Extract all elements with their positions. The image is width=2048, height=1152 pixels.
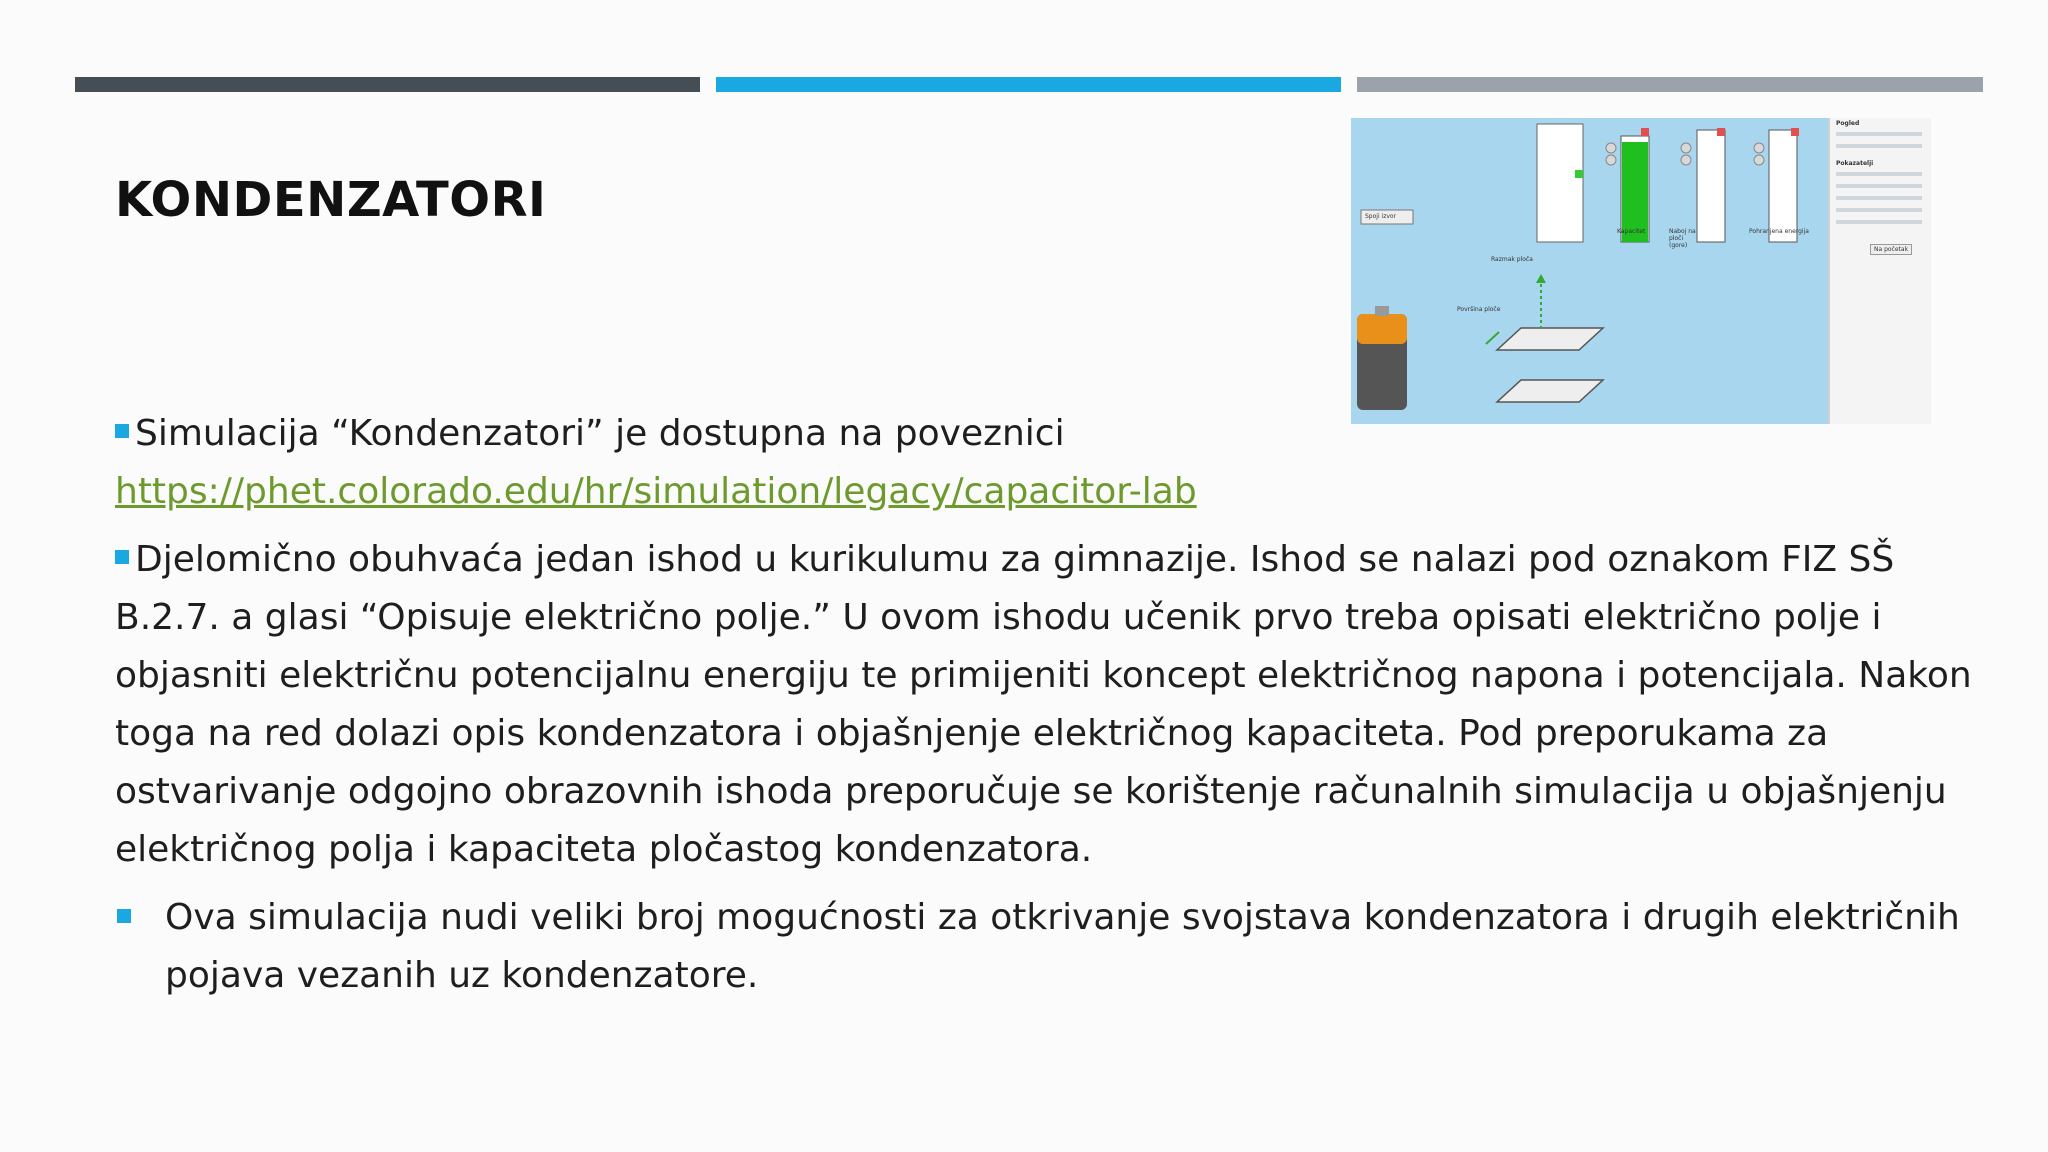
paragraph-1-text: Simulacija “Kondenzatori” je dostupna na poveznici: [135, 413, 1065, 454]
separation-arrow-icon: [1536, 274, 1546, 283]
panel-view-heading: Pogled: [1836, 120, 1860, 127]
zoom-icon: [1681, 155, 1691, 165]
simulation-canvas: [1351, 118, 1828, 424]
zoom-icon: [1754, 143, 1764, 153]
phet-link[interactable]: https://phet.colorado.edu/hr/simulation/legacy/capacitor-lab: [115, 471, 1197, 512]
paragraph-2-text: Djelomično obuhvaća jedan ishod u kurikulumu za gimnazije. Ishod se nalazi pod oznakom FIZ SŠ B.2.7. a glasi “Opisuje električno polje.” U ovom ishodu učenik prvo treba opisati električno polje i objasniti električnu potencijalnu energiju te primijeniti koncept električnog napona i potencijala. Nakon toga na red dolazi opis kondenzatora i objašnjenje električnog kapaciteta. Pod preporukama za ostvarivanje odgojno obrazovnih ishoda preporučuje se korištenje računalnih simulacija u objašnjenju električnog polja i kapaciteta pločastog kondenzatora.: [115, 539, 1972, 870]
battery-top: [1357, 314, 1407, 344]
capacitance-label: Kapacitet: [1617, 228, 1646, 235]
area-handle: [1486, 332, 1499, 344]
zoom-icon: [1681, 143, 1691, 153]
connect-source-button[interactable]: Spoji izvor: [1365, 213, 1397, 220]
header-bar-blue: [716, 77, 1341, 92]
close-meter-icon: [1791, 128, 1799, 136]
bullet-square-icon: [115, 424, 129, 438]
bullet-square-icon: [117, 909, 131, 923]
panel-option: [1836, 208, 1922, 212]
paragraph-3-text: Ova simulacija nudi veliki broj mogućnosti za otkrivanje svojstava kondenzatora i drugih električnih pojava vezanih uz kondenzatore.: [165, 897, 1960, 996]
paragraph-3: [115, 889, 1985, 1005]
bottom-plate: [1497, 380, 1603, 402]
energy-label: Pohranjena energija: [1749, 228, 1809, 235]
slide-title: KONDENZATORI: [115, 172, 547, 228]
capacitance-fill: [1622, 142, 1648, 242]
area-label: Površina ploče: [1457, 306, 1501, 313]
panel-option: [1836, 184, 1922, 188]
panel-option: [1836, 220, 1922, 224]
simulation-screenshot: [1351, 118, 1931, 424]
panel-meters-heading: Pokazatelji: [1836, 160, 1874, 167]
close-meter-icon: [1641, 128, 1649, 136]
zoom-icon: [1754, 155, 1764, 165]
panel-option: [1836, 144, 1922, 148]
energy-meter: [1769, 130, 1797, 242]
separation-label: Razmak ploča: [1491, 256, 1533, 263]
reset-button[interactable]: Na početak: [1870, 244, 1912, 255]
charge-meter: [1697, 130, 1725, 242]
zoom-icon: [1606, 155, 1616, 165]
voltage-meter: [1537, 124, 1583, 242]
paragraph-1: [115, 405, 1985, 521]
simulation-control-panel: [1828, 118, 1931, 424]
slide-body: [115, 405, 1985, 1015]
paragraph-2: [115, 531, 1985, 879]
zoom-icon: [1606, 143, 1616, 153]
panel-option: [1836, 132, 1922, 136]
battery-terminal: [1375, 306, 1389, 316]
charge-label: Naboj na ploči (gore): [1669, 228, 1696, 249]
panel-option: [1836, 196, 1922, 200]
capacitor-lab-illustration: [1351, 118, 1828, 424]
voltage-slider-knob: [1575, 170, 1583, 178]
header-bar-dark: [75, 77, 700, 92]
header-bar-gray: [1357, 77, 1983, 92]
bullet-square-icon: [115, 550, 129, 564]
close-meter-icon: [1717, 128, 1725, 136]
panel-option: [1836, 172, 1922, 176]
top-plate: [1497, 328, 1603, 350]
